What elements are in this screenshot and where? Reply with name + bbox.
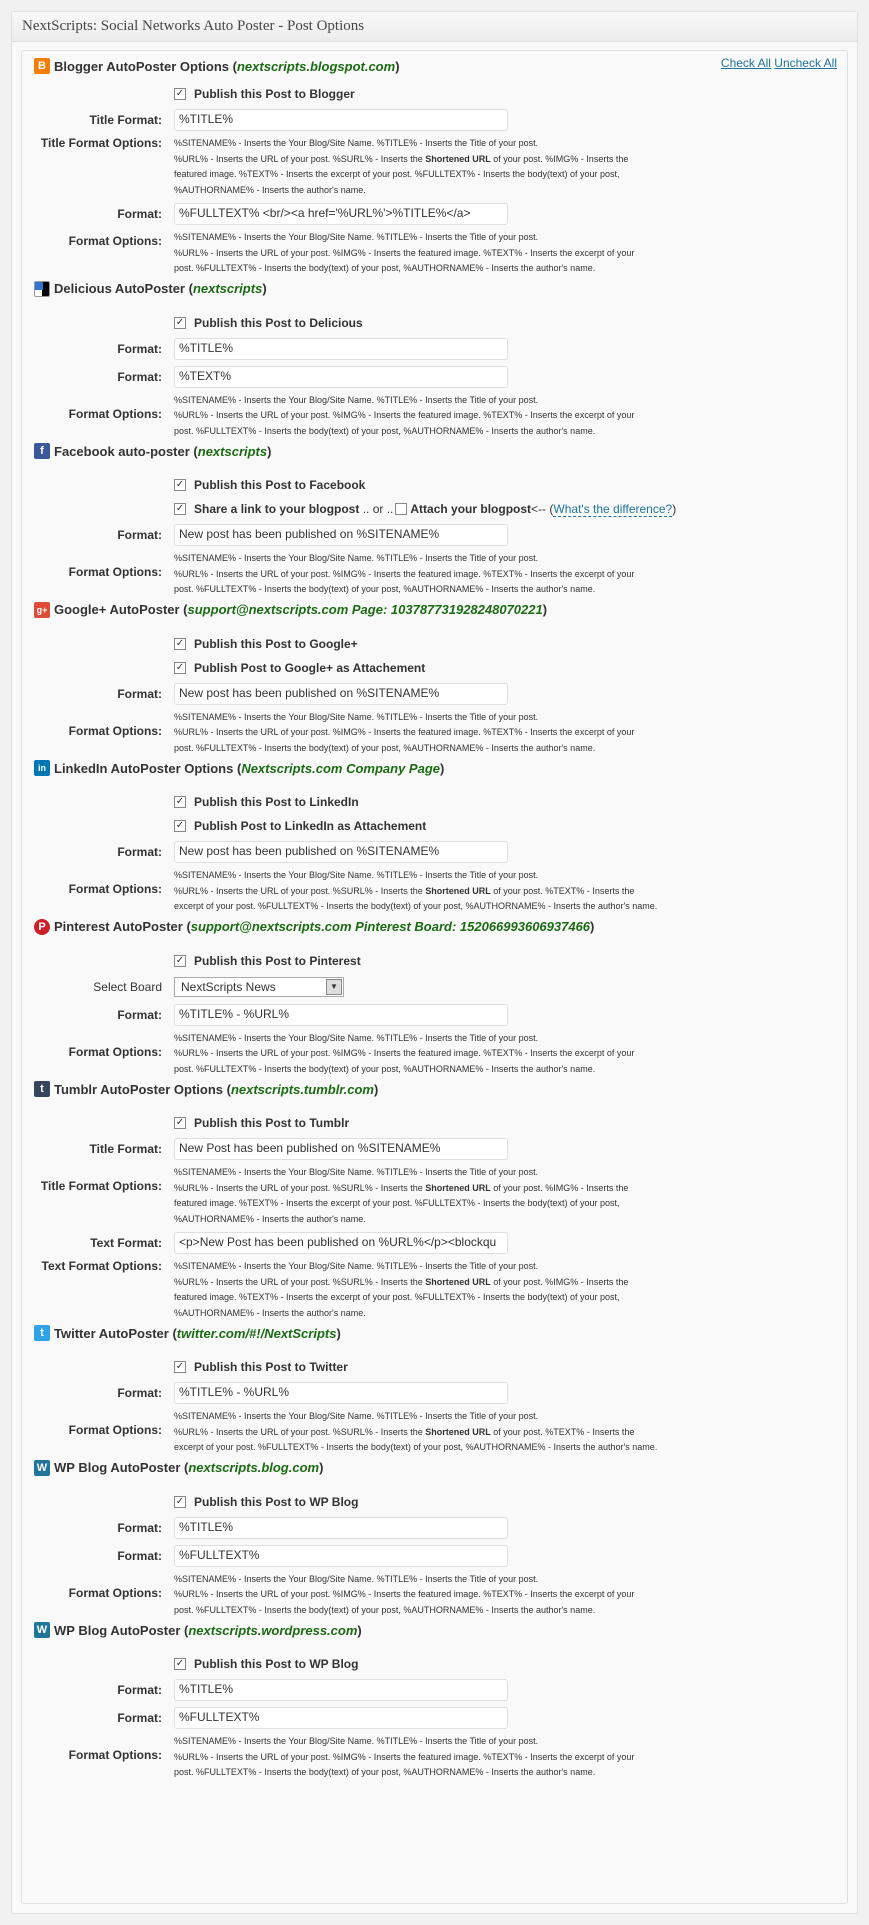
- tumblr-header: t Tumblr AutoPoster Options ( nextscripts.tumblr.com ): [34, 1077, 847, 1101]
- field-label: Format:: [117, 341, 162, 356]
- account-name: nextscripts: [197, 443, 268, 459]
- options-panel: [21, 50, 848, 1904]
- uncheck-all-link[interactable]: Uncheck All: [774, 56, 837, 70]
- field-label: Title Format Options:: [40, 136, 162, 150]
- publish-checkbox[interactable]: ✓: [175, 479, 185, 490]
- text-format-input[interactable]: <p>New Post has been published on %URL%</p><blockqu: [174, 1232, 508, 1254]
- whats-the-difference-link[interactable]: What's the difference?: [553, 502, 673, 516]
- account-name: nextscripts.blogspot.com: [236, 58, 396, 74]
- format-options-help: %SITENAME% - Inserts the Your Blog/Site Name. %TITLE% - Inserts the Title of your post. %URL% - Inserts the URL of your post. %SURL% - Inserts the Shortened URL of your post. %TEXT% - Inserts the excerpt of your post. %FULLTEXT% - Inserts the body(text) of your post, %AUTHORNAME% - Inserts the author's name.: [174, 870, 658, 911]
- format-input[interactable]: %TITLE%: [174, 338, 508, 360]
- delicious-header: Delicious AutoPoster ( nextscripts ): [34, 277, 847, 301]
- field-label: Select Board: [93, 979, 162, 994]
- publish-checkbox[interactable]: ✓: [175, 637, 185, 649]
- share-link-checkbox[interactable]: ✓: [175, 503, 185, 514]
- account-name: nextscripts.wordpress.com: [188, 1622, 358, 1638]
- googleplus-section: [22, 598, 847, 757]
- format-options-help: %SITENAME% - Inserts the Your Blog/Site Name. %TITLE% - Inserts the Title of your post. %URL% - Inserts the URL of your post. %IMG% - Inserts the featured image. %TEXT% - Inserts the excerpt of your post. %FULLTEXT% - Inserts the body(text) of your post, %AUTHORNAME% - Inserts the author's name.: [174, 394, 635, 436]
- field-label: Format Options:: [68, 882, 162, 896]
- field-label: Format:: [117, 1007, 162, 1022]
- format-input[interactable]: %FULLTEXT%: [174, 1707, 508, 1729]
- format-input[interactable]: %FULLTEXT%: [174, 1545, 508, 1567]
- pinterest-section: [22, 915, 847, 1078]
- format-input[interactable]: %TITLE%: [174, 1679, 508, 1701]
- check-all-link[interactable]: Check All: [720, 56, 771, 70]
- format-options-help: %SITENAME% - Inserts the Your Blog/Site Name. %TITLE% - Inserts the Title of your post. %URL% - Inserts the URL of your post. %SURL% - Inserts the Shortened URL of your post. %IMG% - Inserts the featured image. %TEXT% - Inserts the excerpt of your post. %FULLTEXT% - Inserts the body(text) of your post, %AUTHORNAME% - Inserts the author's name.: [174, 1261, 629, 1318]
- linkedin-section: [22, 756, 847, 915]
- section-title: Twitter AutoPoster: [54, 1325, 169, 1341]
- section-title: Tumblr AutoPoster Options: [54, 1081, 223, 1097]
- publish-label: Publish this Post to WP Blog: [194, 1657, 359, 1671]
- format-input[interactable]: %TITLE% - %URL%: [174, 1382, 508, 1404]
- publish-checkbox[interactable]: ✓: [175, 954, 185, 966]
- publish-label: Publish this Post to WP Blog: [194, 1494, 359, 1509]
- box-title: NextScripts: Social Networks Auto Poster - Post Options: [12, 12, 857, 42]
- section-title: LinkedIn AutoPoster Options: [54, 760, 234, 776]
- tumblr-section: [22, 1077, 847, 1321]
- format-input[interactable]: New post has been published on %SITENAME%: [174, 683, 508, 705]
- googleplus-header: g+ Google+ AutoPoster ( support@nextscripts.com Page: 103787731928248070221 ): [34, 598, 847, 622]
- chevron-down-icon[interactable]: ▼: [326, 979, 342, 995]
- facebook-section: [22, 439, 847, 598]
- field-label: Format:: [117, 369, 162, 384]
- attachment-checkbox[interactable]: ✓: [175, 661, 185, 673]
- format-input[interactable]: %FULLTEXT% <br/><a href='%URL%'>%TITLE%</a>: [174, 203, 508, 225]
- field-label: Format:: [117, 528, 162, 542]
- googleplus-icon: g+: [34, 602, 50, 618]
- field-label: Format:: [117, 1386, 162, 1400]
- field-label: Format Options:: [68, 1748, 162, 1762]
- delicious-section: [22, 277, 847, 440]
- format-options-help: %SITENAME% - Inserts the Your Blog/Site Name. %TITLE% - Inserts the Title of your post. %URL% - Inserts the URL of your post. %IMG% - Inserts the featured image. %TEXT% - Inserts the excerpt of your post. %FULLTEXT% - Inserts the body(text) of your post, %AUTHORNAME% - Inserts the author's name.: [174, 1736, 635, 1777]
- format-options-help: %SITENAME% - Inserts the Your Blog/Site Name. %TITLE% - Inserts the Title of your post. %URL% - Inserts the URL of your post. %SURL% - Inserts the Shortened URL of your post. %IMG% - Inserts the featured image. %TEXT% - Inserts the excerpt of your post. %FULLTEXT% - Inserts the body(text) of your post, %AUTHORNAME% - Inserts the author's name.: [174, 1167, 629, 1224]
- field-label: Title Format Options:: [40, 1179, 162, 1193]
- blogger-header: B Blogger AutoPoster Options ( nextscripts.blogspot.com ): [34, 54, 847, 78]
- format-options-help: %SITENAME% - Inserts the Your Blog/Site Name. %TITLE% - Inserts the Title of your post. %URL% - Inserts the URL of your post. %SURL% - Inserts the Shortened URL of your post. %TEXT% - Inserts the excerpt of your post. %FULLTEXT% - Inserts the body(text) of your post, %AUTHORNAME% - Inserts the author's name.: [174, 1411, 658, 1452]
- publish-checkbox[interactable]: ✓: [175, 88, 185, 99]
- twitter-header: t Twitter AutoPoster ( twitter.com/#!/NextScripts ): [34, 1321, 847, 1345]
- facebook-header: f Facebook auto-poster ( nextscripts ): [34, 439, 847, 463]
- linkedin-icon: in: [34, 760, 50, 776]
- account-name: nextscripts.blog.com: [188, 1460, 320, 1475]
- publish-checkbox[interactable]: ✓: [175, 1361, 185, 1372]
- section-title: Blogger AutoPoster Options: [54, 58, 230, 74]
- publish-label: Publish this Post to Pinterest: [194, 953, 361, 968]
- field-label: Format:: [117, 207, 162, 221]
- publish-label: Publish this Post to Twitter: [194, 1360, 348, 1374]
- wp-blog-header: W WP Blog AutoPoster ( nextscripts.blog.com ): [34, 1456, 847, 1480]
- format-options-help: %SITENAME% - Inserts the Your Blog/Site Name. %TITLE% - Inserts the Title of your post. %URL% - Inserts the URL of your post. %IMG% - Inserts the featured image. %TEXT% - Inserts the excerpt of your post. %FULLTEXT% - Inserts the body(text) of your post, %AUTHORNAME% - Inserts the author's name.: [174, 553, 635, 594]
- account-name: nextscripts.tumblr.com: [230, 1081, 374, 1097]
- format-input[interactable]: %TITLE% - %URL%: [174, 1004, 508, 1026]
- publish-label: Publish this Post to Delicious: [194, 315, 363, 330]
- account-name: support@nextscripts.com Page: 103787731928248070221: [187, 602, 543, 617]
- delicious-icon: [34, 281, 50, 297]
- section-title: Facebook auto-poster: [54, 443, 190, 459]
- publish-checkbox[interactable]: ✓: [175, 796, 185, 807]
- field-label: Format Options:: [68, 234, 162, 248]
- wp-blog-section: [22, 1456, 847, 1619]
- facebook-icon: f: [34, 443, 50, 459]
- publish-label: Publish this Post to Facebook: [194, 478, 366, 492]
- field-label: Format Options:: [68, 1044, 162, 1059]
- wordpress-icon: W: [34, 1622, 50, 1638]
- title-format-input[interactable]: New Post has been published on %SITENAME%: [174, 1138, 508, 1160]
- field-label: Text Format Options:: [41, 1259, 162, 1273]
- publish-label: Publish this Post to LinkedIn: [194, 795, 359, 809]
- publish-checkbox[interactable]: ✓: [175, 1495, 185, 1507]
- attachment-label: Publish Post to Google+ as Attachement: [194, 660, 426, 675]
- twitter-icon: t: [34, 1325, 50, 1341]
- title-format-input[interactable]: %TITLE%: [174, 109, 508, 131]
- account-name: twitter.com/#!/NextScripts: [176, 1325, 337, 1341]
- format-input[interactable]: New post has been published on %SITENAME%: [174, 841, 508, 863]
- field-label: Text Format:: [90, 1236, 162, 1250]
- format-options-help: %SITENAME% - Inserts the Your Blog/Site Name. %TITLE% - Inserts the Title of your post. %URL% - Inserts the URL of your post. %IMG% - Inserts the featured image. %TEXT% - Inserts the excerpt of your post. %FULLTEXT% - Inserts the body(text) of your post, %AUTHORNAME% - Inserts the author's name.: [174, 1573, 635, 1615]
- section-title: Pinterest AutoPoster: [54, 919, 183, 934]
- field-label: Format:: [117, 686, 162, 701]
- board-select-value: NextScripts News: [181, 979, 276, 994]
- field-label: Format:: [117, 845, 162, 859]
- section-title: Delicious AutoPoster: [54, 281, 185, 296]
- publish-checkbox[interactable]: ✓: [175, 316, 185, 328]
- section-title: WP Blog AutoPoster: [54, 1460, 181, 1475]
- publish-checkbox[interactable]: ✓: [175, 1117, 185, 1128]
- format-options-help: %SITENAME% - Inserts the Your Blog/Site Name. %TITLE% - Inserts the Title of your post. %URL% - Inserts the URL of your post. %IMG% - Inserts the featured image. %TEXT% - Inserts the excerpt of your post. %FULLTEXT% - Inserts the body(text) of your post, %AUTHORNAME% - Inserts the author's name.: [174, 1032, 635, 1074]
- publish-label: Publish this Post to Blogger: [194, 87, 355, 101]
- format-input[interactable]: New post has been published on %SITENAME%: [174, 524, 508, 546]
- pinterest-icon: P: [34, 919, 50, 935]
- section-title: Google+ AutoPoster: [54, 602, 180, 617]
- publish-label: Publish this Post to Google+: [194, 636, 358, 651]
- format-options-help: %SITENAME% - Inserts the Your Blog/Site Name. %TITLE% - Inserts the Title of your post. %URL% - Inserts the URL of your post. %SURL% - Inserts the Shortened URL of your post. %IMG% - Inserts the featured image. %TEXT% - Inserts the excerpt of your post. %FULLTEXT% - Inserts the body(text) of your post, %AUTHORNAME% - Inserts the author's name.: [174, 138, 629, 195]
- attachment-label: Publish Post to LinkedIn as Attachement: [194, 819, 427, 833]
- account-name: Nextscripts.com Company Page: [241, 760, 440, 776]
- field-label: Format:: [117, 1683, 162, 1697]
- blogger-section: [22, 51, 847, 277]
- attachment-checkbox[interactable]: ✓: [175, 820, 185, 831]
- board-select[interactable]: [174, 977, 344, 997]
- field-label: Format:: [117, 1520, 162, 1535]
- account-name: support@nextscripts.com Pinterest Board: 152066993606937466: [190, 919, 591, 934]
- format-input[interactable]: %TEXT%: [174, 366, 508, 388]
- field-label: Format Options:: [68, 723, 162, 738]
- twitter-section: [22, 1321, 847, 1456]
- linkedin-header: in LinkedIn AutoPoster Options ( Nextscripts.com Company Page ): [34, 756, 847, 780]
- wp-blog-section: [22, 1618, 847, 1781]
- field-label: Format Options:: [68, 1585, 162, 1600]
- wp-blog-header: W WP Blog AutoPoster ( nextscripts.wordpress.com ): [34, 1618, 847, 1642]
- blogger-icon: B: [34, 58, 50, 74]
- post-options-box: [11, 11, 858, 1914]
- field-label: Format Options:: [68, 406, 162, 421]
- field-label: Format Options:: [68, 565, 162, 579]
- field-label: Title Format:: [89, 1142, 162, 1156]
- format-input[interactable]: %TITLE%: [174, 1517, 508, 1539]
- attach-label: Attach your blogpost<-- (What's the difference?): [410, 502, 677, 516]
- attach-checkbox[interactable]: [395, 503, 407, 515]
- publish-label: Publish this Post to Tumblr: [194, 1116, 350, 1130]
- publish-checkbox[interactable]: ✓: [175, 1658, 185, 1669]
- field-label: Format Options:: [68, 1423, 162, 1437]
- account-name: nextscripts: [192, 281, 263, 296]
- section-title: WP Blog AutoPoster: [54, 1622, 181, 1638]
- share-link-label: Share a link to your blogpost .. or ..: [194, 502, 394, 516]
- tumblr-icon: t: [34, 1081, 50, 1097]
- pinterest-header: P Pinterest AutoPoster ( support@nextscripts.com Pinterest Board: 152066993606937466 ): [34, 915, 847, 939]
- format-options-help: %SITENAME% - Inserts the Your Blog/Site Name. %TITLE% - Inserts the Title of your post. %URL% - Inserts the URL of your post. %IMG% - Inserts the featured image. %TEXT% - Inserts the excerpt of your post. %FULLTEXT% - Inserts the body(text) of your post, %AUTHORNAME% - Inserts the author's name.: [174, 711, 635, 753]
- format-options-help: %SITENAME% - Inserts the Your Blog/Site Name. %TITLE% - Inserts the Title of your post. %URL% - Inserts the URL of your post. %IMG% - Inserts the featured image. %TEXT% - Inserts the excerpt of your post. %FULLTEXT% - Inserts the body(text) of your post, %AUTHORNAME% - Inserts the author's name.: [174, 232, 635, 273]
- field-label: Title Format:: [89, 113, 162, 127]
- field-label: Format:: [117, 1548, 162, 1563]
- wordpress-icon: W: [34, 1460, 50, 1476]
- field-label: Format:: [117, 1711, 162, 1725]
